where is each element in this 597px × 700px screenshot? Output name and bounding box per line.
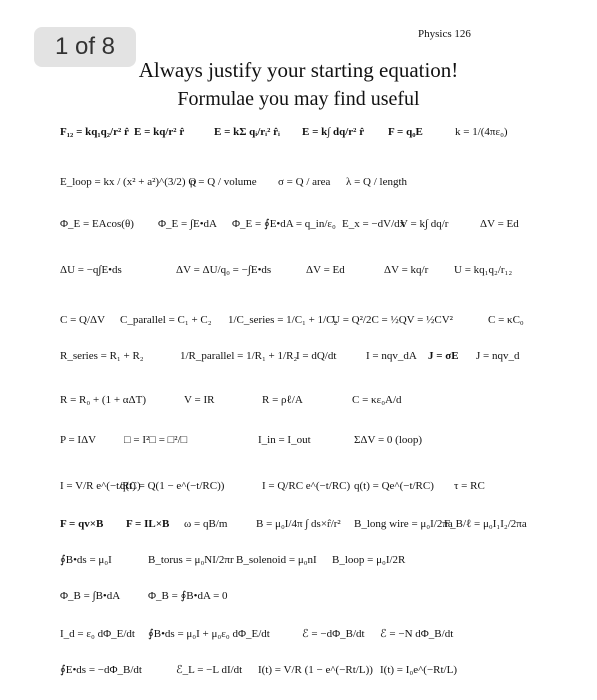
parallel-plate-capacitance-formula: C = κε₀A/d (352, 394, 402, 406)
magnetic-force-charge-formula: F = qv×B (60, 518, 104, 530)
uniform-field-potential-formula: ΔV = Ed (480, 218, 519, 230)
current-definition-formula: I = dQ/dt (296, 350, 337, 362)
flux-cosine-formula: Φ_E = EAcos(θ) (60, 218, 134, 230)
parallel-wires-force-formula: F_B/ℓ = μ₀I₁I₂/2πa (444, 518, 527, 530)
continuous-potential-formula: V = k∫ dq/r (400, 218, 449, 230)
solenoid-field-formula: B_solenoid = μ₀nI (236, 554, 317, 566)
ohms-law-microscopic-formula: J = σE (428, 350, 459, 362)
rl-decay-formula: I(t) = I₀e^(−Rt/L) (380, 664, 457, 676)
potential-energy-change-formula: ΔU = −q∫E•ds (60, 264, 122, 276)
ampere-maxwell-formula: ∮B•ds = μ₀I + μ₀ε₀ dΦ_E/dt (148, 628, 270, 640)
resistivity-formula: R = ρℓ/A (262, 394, 303, 406)
gauss-law-magnetism-formula: Φ_B = ∮B•dA = 0 (148, 590, 228, 602)
current-density-formula: J = nqv_d (476, 350, 520, 362)
amperes-law-formula: ∮B•ds = μ₀I (60, 554, 112, 566)
point-charge-field-formula: E = kq/r² r̂ (134, 126, 185, 138)
faraday-law-formula: ℰ = −dΦ_B/dt (302, 628, 365, 640)
surface-charge-density-formula: σ = Q / area (278, 176, 331, 188)
series-resistance-formula: R_series = R₁ + R₂ (60, 350, 144, 362)
continuous-field-formula: E = k∫ dq/r² r̂ (302, 126, 365, 138)
coulomb-force-formula: F₁₂ = kq₁q₂/r² r̂ (60, 126, 129, 138)
loop-field-center-formula: B_loop = μ₀I/2R (332, 554, 406, 566)
long-wire-field-formula: B_long wire = μ₀I/2πa (354, 518, 453, 530)
force-on-test-charge-formula: F = q₀E (388, 126, 423, 138)
capacitance-formula: C = Q/ΔV (60, 314, 106, 326)
power-alternate-formula: □ = I²□ = □²/□ (124, 434, 188, 446)
pair-potential-energy-formula: U = kq₁q₂/r₁₂ (454, 264, 513, 276)
page-subtitle: Formulae you may find useful (177, 88, 420, 110)
loop-rule-formula: ΣΔV = 0 (loop) (354, 434, 423, 446)
faraday-law-coil-formula: ℰ = −N dΦ_B/dt (380, 628, 454, 640)
potential-difference-uniform-formula: ΔV = Ed (306, 264, 345, 276)
faraday-integral-formula: ∮E•ds = −dΦ_B/dt (60, 664, 142, 676)
page-title: Always justify your starting equation! (138, 58, 459, 82)
point-charge-potential-formula: ΔV = kq/r (384, 264, 429, 276)
rc-discharging-formula: q(t) = Qe^(−t/RC) (354, 480, 434, 492)
parallel-capacitance-formula: C_parallel = C₁ + C₂ (120, 314, 212, 326)
junction-rule-formula: I_in = I_out (258, 434, 311, 446)
field-from-potential-formula: E_x = −dV/dx (342, 218, 406, 230)
biot-savart-formula: B = μ₀I/4π ∫ ds×r̂/r² (256, 518, 341, 530)
capacitor-energy-formula: U = Q²/2C = ½QV = ½CV² (332, 314, 453, 326)
discrete-field-sum-formula: E = kΣ qᵢ/rᵢ² r̂ᵢ (214, 126, 280, 138)
rc-current-charging-formula: I = V/R e^(−t/RC) (60, 480, 141, 492)
rc-current-discharging-formula: I = Q/RC e^(−t/RC) (262, 480, 351, 492)
magnetic-flux-formula: Φ_B = ∫B•dA (60, 590, 121, 602)
gauss-law-formula: Φ_E = ∮E•dA = q_in/ε₀ (232, 218, 336, 230)
dielectric-capacitance-formula: C = κC₀ (488, 314, 524, 326)
flux-integral-formula: Φ_E = ∫E•dA (158, 218, 217, 230)
loop-field-formula: E_loop = kx / (x² + a²)^(3/2) Q (60, 176, 197, 188)
magnetic-force-wire-formula: F = IL×B (126, 518, 170, 530)
series-capacitance-formula: 1/C_series = 1/C₁ + 1/C₂ (228, 314, 338, 326)
power-formula: P = IΔV (60, 434, 97, 446)
time-constant-formula: τ = RC (454, 480, 485, 492)
inductor-emf-formula: ℰ_L = −L dI/dt (176, 664, 243, 676)
potential-difference-formula: ΔV = ΔU/q₀ = −∫E•ds (176, 264, 272, 276)
ohms-law-formula: V = IR (184, 394, 215, 406)
drift-current-formula: I = nqv_dA (366, 350, 417, 362)
parallel-resistance-formula: 1/R_parallel = 1/R₁ + 1/R₂ (180, 350, 298, 362)
course-name: Physics 126 (418, 28, 471, 40)
cyclotron-frequency-formula: ω = qB/m (184, 518, 228, 530)
displacement-current-formula: I_d = ε₀ dΦ_E/dt (60, 628, 135, 640)
rc-charging-formula: q(t) = Q(1 − e^(−t/RC)) (120, 480, 225, 492)
torus-field-formula: B_torus = μ₀NI/2πr (148, 554, 234, 566)
page-indicator: 1 of 8 (34, 27, 136, 67)
linear-charge-density-formula: λ = Q / length (346, 176, 408, 188)
volume-charge-density-formula: ρ = Q / volume (190, 176, 257, 188)
rl-growth-formula: I(t) = V/R (1 − e^(−Rt/L)) (258, 664, 373, 676)
resistance-temperature-formula: R = R₀ + (1 + αΔT) (60, 394, 147, 406)
coulomb-constant-formula: k = 1/(4πε₀) (455, 126, 508, 138)
